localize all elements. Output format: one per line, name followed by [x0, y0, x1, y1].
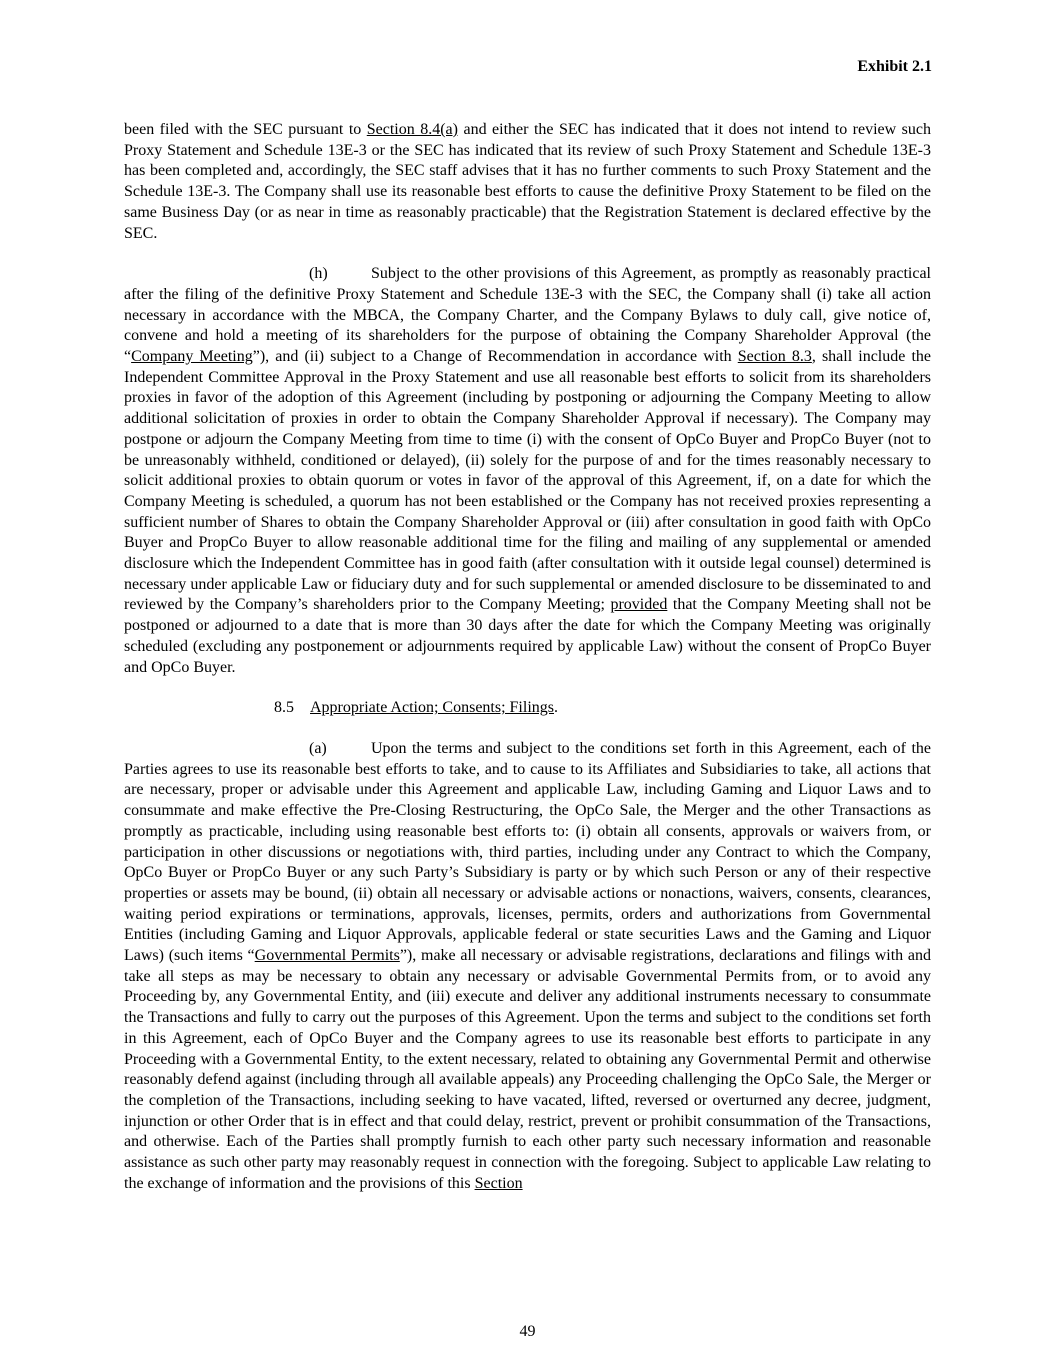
clause-marker: (a)	[309, 739, 327, 757]
heading-period: .	[554, 699, 558, 717]
section-reference-link: Section 8.4(a)	[366, 121, 458, 138]
paragraph-a-appropriate-action	[124, 739, 931, 1194]
section-number: 8.5	[274, 699, 294, 717]
text-run: Upon the terms and subject to the conditions set forth in this Agreement, each of the Parties agrees to use its reasonable best efforts to take, and to cause to its Affiliates and Subsidiaries to take, all actions that are necessary, proper or advisable under this Agreement and applicable Law, including Gaming and Liquor Laws and to consummate and make effective the Pre-Closing Restructuring, the OpCo Sale, the Merger and the other Transactions as promptly as practicable, including using reasonable best efforts to: (i) obtain all consents, approvals or waivers from, or participation in other discussions or negotiations with, third parties, including under any Contract to which the Company, OpCo Buyer or PropCo Buyer or any such Party’s Subsidiary is party or by which such Person or any of their respective properties or assets may be bound, (ii) obtain all necessary or advisable actions or nonactions, waivers, consents, clearances, waiting period expirations or terminations, approvals, licenses, permits, orders and authorizations from Governmental Entities (including Gaming and Liquor Approvals, applicable federal or state securities Laws and the Gaming and Liquor Laws) (such items “	[124, 739, 931, 965]
section-reference-link: Section	[474, 1174, 523, 1192]
section-heading-8-5	[274, 698, 931, 719]
clause-marker: (h)	[309, 265, 328, 283]
text-run: Subject to the other provisions of this Agreement, as promptly as reasonably practical after the filing of the definitive Proxy Statement and Schedule 13E-3 with the SEC, the Company shall (i) take all action necessary in accordance with the MBCA, the Company Charter, and the Company Bylaws to duly call, give notice of, convene and hold a meeting of its shareholders for the purpose of obtaining the Company Shareholder Approval (the “	[124, 265, 931, 366]
document-body	[124, 120, 931, 1214]
text-run: , shall include the Independent Committee Approval in the Proxy Statement and use all reasonable best efforts to solicit from its shareholders proxies in favor of the adoption of this Agreement (including by postponing or adjourning the Company Meeting to allow additional solicitation of proxies in order to obtain the Company Shareholder Approval if necessary). The Company may postpone or adjourn the Company Meeting from time to time (i) with the consent of OpCo Buyer and PropCo Buyer (not to be unreasonably withheld, conditioned or delayed), (ii) solely for the purpose of and for the times reasonably necessary to solicit additional proxies to obtain quorum or votes in favor of the approval of this Agreement, if, on a date for which the Company Meeting is scheduled, a quorum has not been established or the Company has not received proxies representing a sufficient number of Shares to obtain the Company Shareholder Approval or (iii) after consultation in good faith with OpCo Buyer and PropCo Buyer to allow reasonable additional time for the filing and mailing of any supplemental or amended disclosure which the Independent Committee has in good faith (after consultation with it outside legal counsel) determined is necessary under applicable Law or fiduciary duty and for such supplemental or amended disclosure to be disseminated to and reviewed by the Company’s shareholders prior to the Company Meeting;	[124, 348, 931, 614]
paragraph-h-company-meeting	[124, 264, 931, 678]
paragraph-proxy-filing	[124, 120, 931, 244]
text-run: ”), make all necessary or advisable registrations, declarations and filings with and take all steps as may be necessary to obtain any necessary or advisable Governmental Permits from, or to avoid any Proceeding by, any Governmental Entity, and (iii) execute and deliver any additional instruments necessary to consummate the Transactions and fully to carry out the purposes of this Agreement. Upon the terms and subject to the conditions set forth in this Agreement, each of OpCo Buyer and the Company agrees to use its reasonable best efforts to participate in any Proceeding with a Governmental Entity, to the extent necessary, related to obtaining any Governmental Permit and otherwise reasonably defend against (including through all available appeals) any Proceeding challenging the OpCo Sale, the Merger or the completion of the Transactions, including seeking to have vacated, lifted, reversed or overturned any decree, judgment, injunction or other Order that is in effect and that could delay, restrict, prevent or prohibit consummation of the Transactions, and otherwise. Each of the Parties shall promptly furnish to each other party such necessary information and reasonable assistance as such other party may reasonably request in connection with the foregoing. Subject to applicable Law relating to the exchange of information and the provisions of this	[124, 947, 932, 1192]
defined-term: Governmental Permits	[254, 947, 400, 965]
defined-term: Company Meeting	[131, 348, 253, 366]
text-run: been filed with the SEC pursuant to	[124, 121, 367, 138]
text-run: ”), and (ii) subject to a Change of Recommendation in accordance with	[252, 348, 738, 366]
section-reference-link: Section 8.3	[737, 348, 812, 366]
text-run: that the Company Meeting shall not be postponed or adjourned to a date that is more than 30 days after the date for which the Company Meeting was originally scheduled (excluding any postponement or adjournments required by applicable Law) without the consent of PropCo Buyer and OpCo Buyer.	[124, 596, 932, 676]
page-number: 49	[519, 1323, 536, 1340]
section-title: Appropriate Action; Consents; Filings	[310, 699, 554, 717]
proviso-term: provided	[610, 596, 668, 614]
text-run: and either the SEC has indicated that it does not intend to review such Proxy Statement and Schedule 13E-3 or the SEC has indicated that its review of such Proxy Statement and Schedule 13E-3 has been completed and, accordingly, the SEC staff advises that it has no further comments to such Proxy Statement and the Schedule 13E-3. The Company shall use its reasonable best efforts to cause the definitive Proxy Statement to be filed on the same Business Day (or as near in time as reasonably practicable) that the Registration Statement is declared effective by the SEC.	[124, 121, 932, 242]
exhibit-label: Exhibit 2.1	[857, 58, 932, 75]
